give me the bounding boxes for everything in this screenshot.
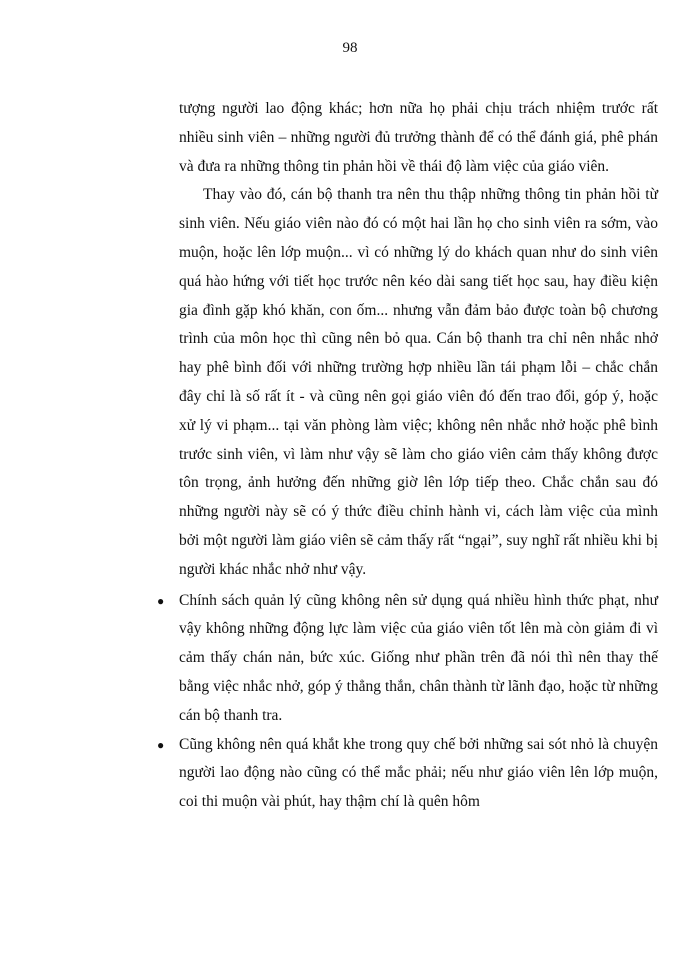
bullet-text: Cũng không nên quá khắt khe trong quy chế bởi những sai sót nhỏ là chuyện người lao động nào cũng có thể mắc phải; nếu như giáo viên lên lớp muộn, coi thi muộn vài phút, hay thậm chí là quên hôm: [179, 735, 658, 811]
bullet-icon: ●: [157, 593, 165, 608]
paragraph-inspection: Thay vào đó, cán bộ thanh tra nên thu thập những thông tin phản hồi từ sinh viên. Nếu giáo viên nào đó có một hai lần họ cho sinh viên ra sớm, vào muộn, hoặc lên lớp muộn... vì có những lý do khách quan như do sinh viên quá hào hứng với tiết học trước nên kéo dài sang tiết học sau, hay điều kiện gia đình gặp khó khăn, con ốm... nhưng vẫn đảm bảo được toàn bộ chương trình của môn học thì cũng nên bỏ qua. Cán bộ thanh tra chỉ nên nhắc nhở hay phê bình đối với những trường hợp nhiều lần tái phạm lỗi – chắc chắn đây chỉ là số rất ít - và cũng nên gọi giáo viên đó đến trao đổi, góp ý, hoặc xử lý vi phạm... tại văn phòng làm việc; không nên nhắc nhở hoặc phê bình trước sinh viên, vì làm như vậy sẽ làm cho giáo viên cảm thấy không được tôn trọng, ảnh hưởng đến những giờ lên lớp tiếp theo. Chắc chắn sau đó những người này sẽ có ý thức điều chỉnh hành vi, cách làm việc của mình bởi một người làm giáo viên sẽ cảm thấy rất “ngại”, suy nghĩ rất nhiều khi bị người khác nhắc nhở như vậy.: [179, 186, 658, 578]
paragraph-continuation: tượng người lao động khác; hơn nữa họ phải chịu trách nhiệm trước rất nhiều sinh viên – những người đủ trưởng thành để có thể đánh giá, phê phán và đưa ra những thông tin phản hồi về thái độ làm việc của giáo viên.: [179, 100, 658, 175]
page-number: 98: [342, 40, 358, 56]
bullet-item-strict-rules: [157, 731, 658, 817]
bullet-icon: ●: [157, 737, 165, 752]
bullet-text: Chính sách quản lý cũng không nên sử dụng quá nhiều hình thức phạt, như vậy không những động lực làm việc của giáo viên tốt lên mà còn giảm đi vì cảm thấy chán nản, bức xúc. Giống như phần trên đã nói thì nên thay thế bằng việc nhắc nhở, góp ý thẳng thắn, chân thành từ lãnh đạo, hoặc từ những cán bộ thanh tra.: [179, 591, 658, 724]
bullet-item-penalty-policy: [157, 587, 658, 731]
document-body: [157, 95, 658, 817]
bullet-list: [157, 587, 658, 817]
